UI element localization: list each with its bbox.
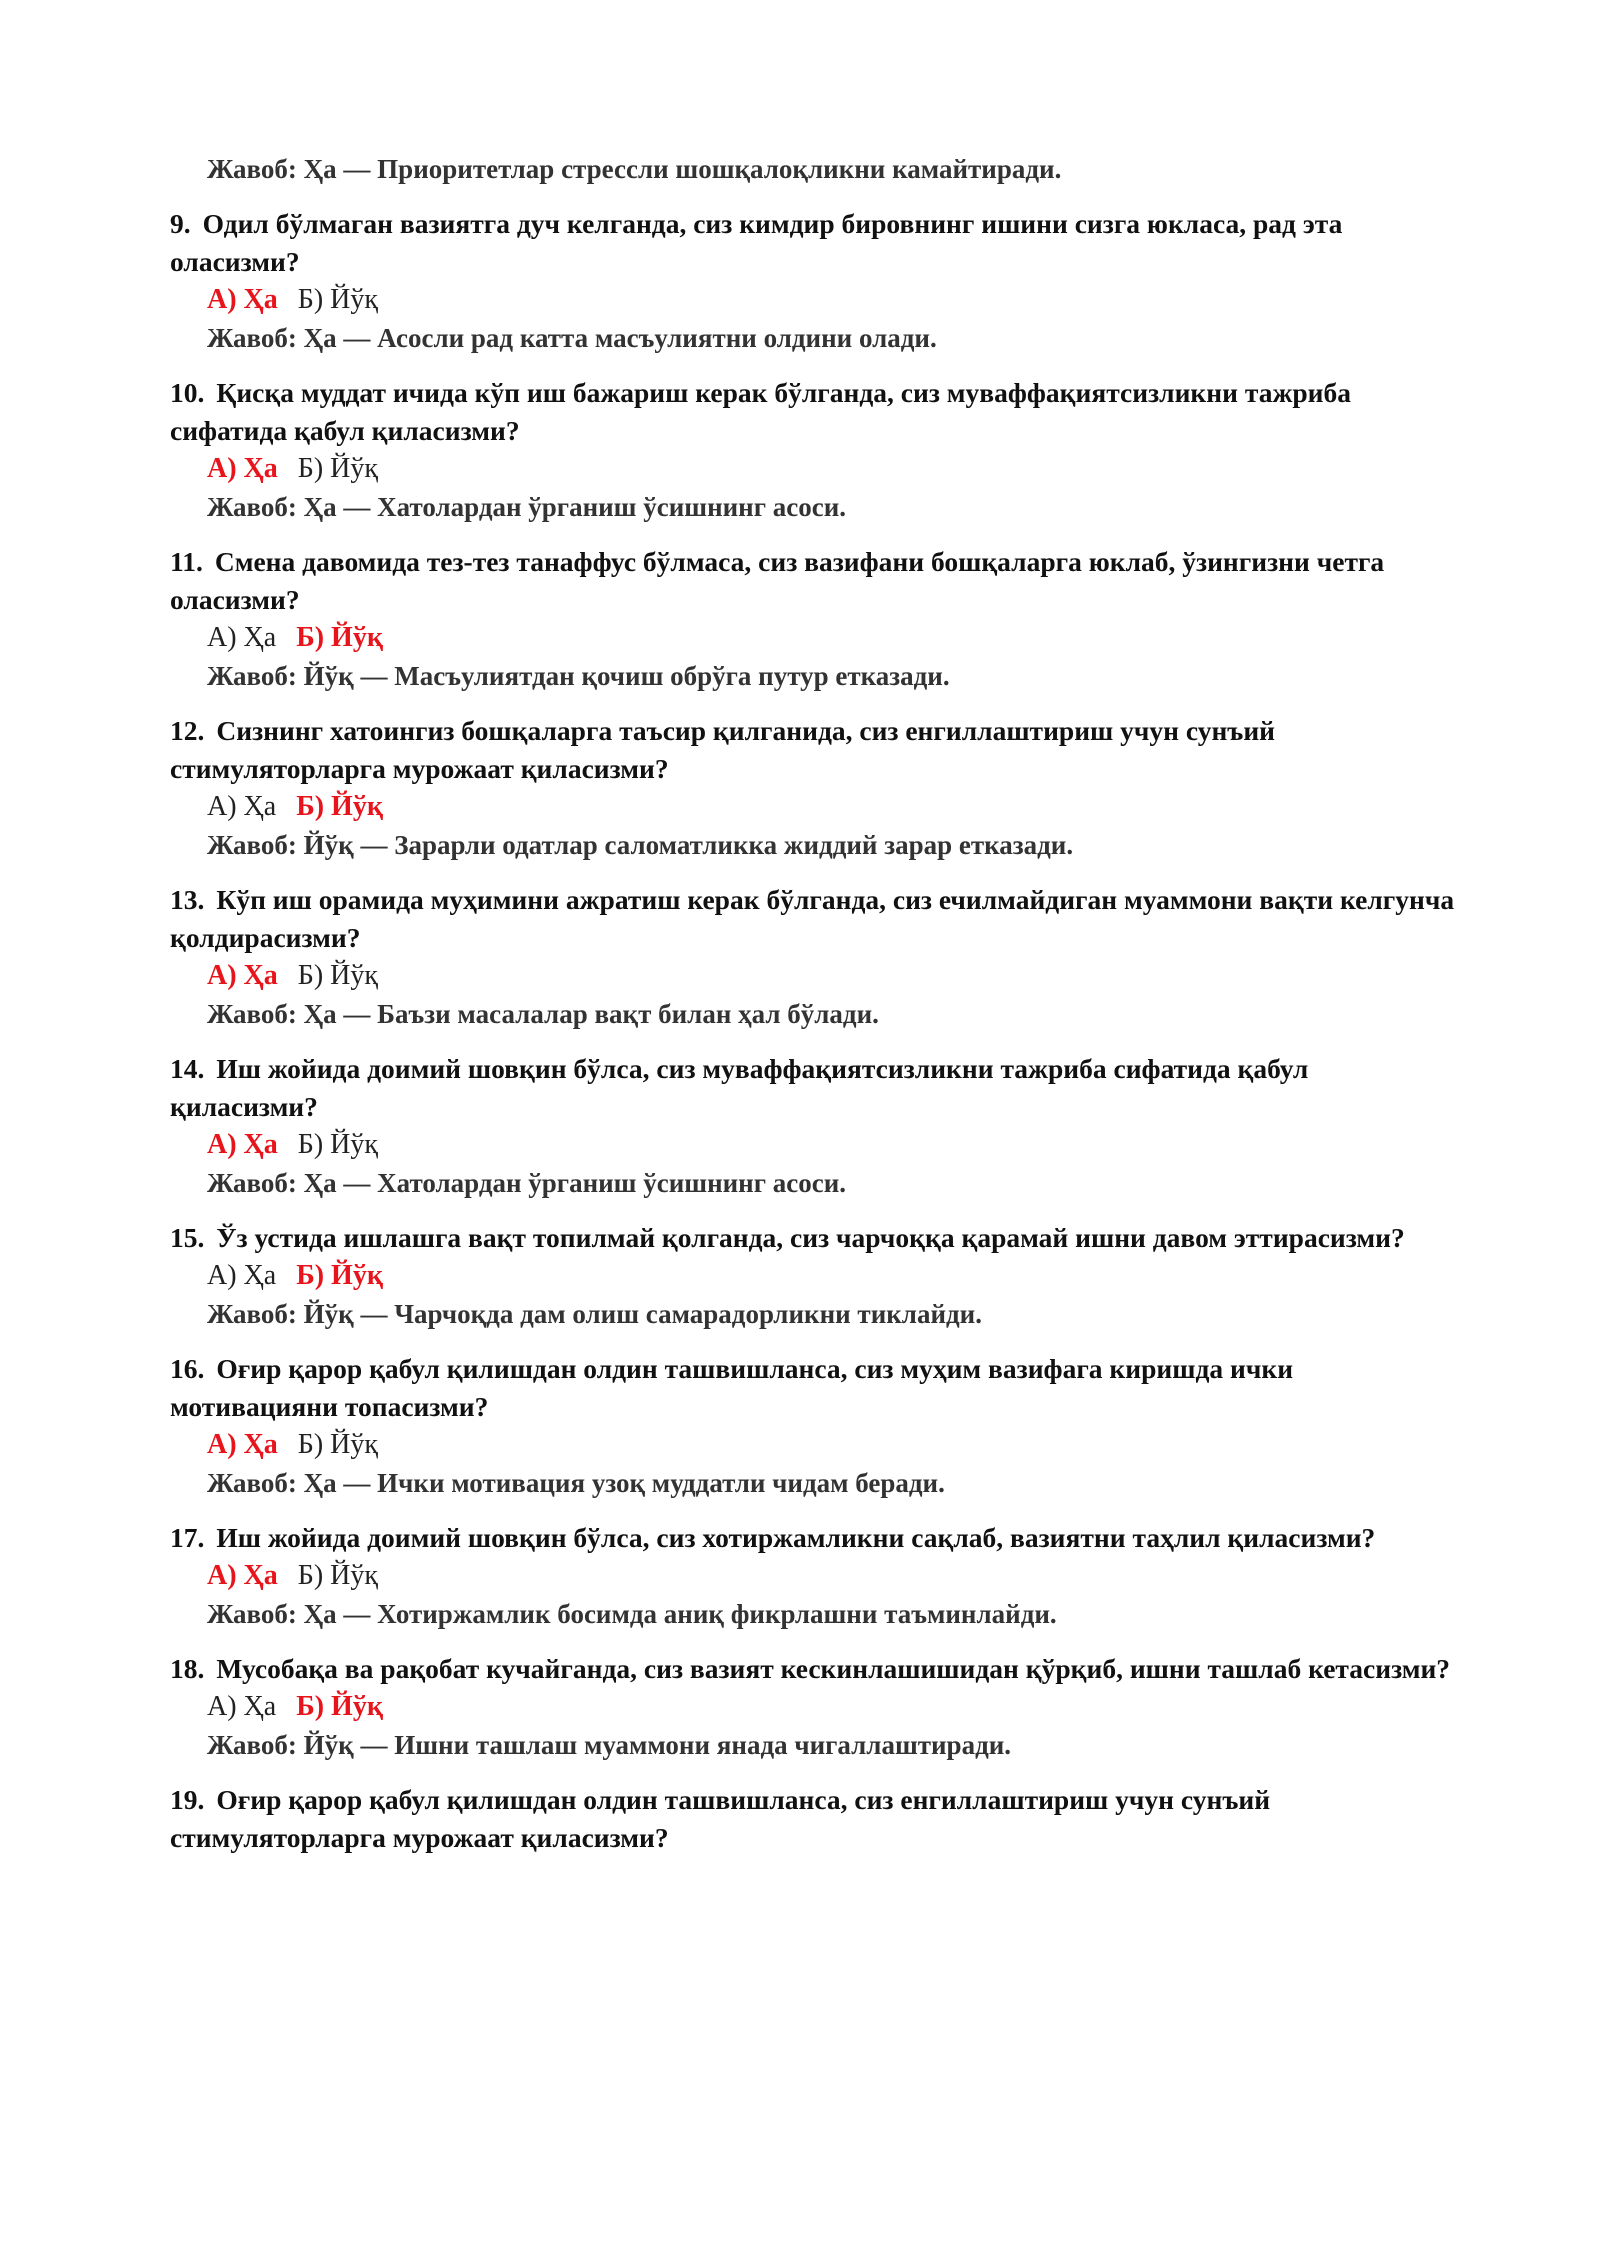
question-block [170, 1650, 1460, 1764]
answer-line [170, 1295, 1460, 1333]
question-number: 11. [170, 546, 203, 577]
answer-label: Жавоб: [207, 1299, 297, 1329]
answer-label: Жавоб: [207, 154, 297, 184]
question-block [170, 1350, 1460, 1502]
question-body: Смена давомида тез-тез танаффус бўлмаса, сиз вазифани бошқаларга юклаб, ўзингизни четга оласизми? [170, 546, 1385, 615]
answer-text: Ҳа — Асосли рад катта масъулиятни олдини олади. [303, 323, 937, 353]
question-number: 17. [170, 1522, 205, 1553]
option-a: А) Ҳа [207, 622, 277, 653]
question-body: Оғир қарор қабул қилишдан олдин ташвишланса, сиз муҳим вазифага киришда ички мотивацияни топасизми? [170, 1353, 1294, 1422]
question-body: Ўз устида ишлашга вақт топилмай қолганда, сиз чарчоққа қарамай ишни давом эттирасизми? [216, 1222, 1405, 1253]
option-a: А) Ҳа [207, 1691, 277, 1722]
answer-text: Йўқ — Ишни ташлаш муаммони янада чигаллаштиради. [303, 1730, 1012, 1760]
question-block [170, 543, 1460, 695]
question-body: Мусобақа ва рақобат кучайганда, сиз вазият кескинлашишидан қўрқиб, ишни ташлаб кетасизми? [216, 1653, 1451, 1684]
option-b: Б) Йўқ [296, 1691, 383, 1722]
answer-label: Жавоб: [207, 1468, 297, 1498]
question-number: 13. [170, 884, 205, 915]
question-number: 14. [170, 1053, 205, 1084]
question-block [170, 205, 1460, 357]
question-block [170, 712, 1460, 864]
question-text [170, 712, 1460, 788]
question-body: Сизнинг хатоингиз бошқаларга таъсир қилганида, сиз енгиллаштириш учун сунъий стимуляторларга мурожаат қиласизми? [170, 715, 1276, 784]
option-a: А) Ҳа [207, 791, 277, 822]
question-block [170, 1519, 1460, 1633]
answer-options [170, 281, 1460, 319]
answer-options [170, 1257, 1460, 1295]
answer-options [170, 1688, 1460, 1726]
answer-line [170, 488, 1460, 526]
answer-text: Ҳа — Баъзи масалалар вақт билан ҳал бўлади. [303, 999, 879, 1029]
answer-line [170, 995, 1460, 1033]
answer-line-8 [170, 150, 1460, 188]
answer-text: Ҳа — Ички мотивация узоқ муддатли чидам беради. [303, 1468, 945, 1498]
answer-options [170, 788, 1460, 826]
question-number: 15. [170, 1222, 205, 1253]
question-number: 18. [170, 1653, 205, 1684]
answer-text: Йўқ — Зарарли одатлар саломатликка жиддий зарар етказади. [303, 830, 1074, 860]
question-block [170, 1219, 1460, 1333]
option-a: А) Ҳа [207, 1560, 278, 1591]
question-list [170, 205, 1460, 1857]
answer-options [170, 619, 1460, 657]
question-block [170, 1781, 1460, 1857]
answer-options [170, 450, 1460, 488]
answer-text: Ҳа — Приоритетлар стрессли шошқалоқликни камайтиради. [303, 154, 1062, 184]
option-b: Б) Йўқ [296, 791, 383, 822]
answer-label: Жавоб: [207, 1599, 297, 1629]
question-text [170, 1350, 1460, 1426]
answer-label: Жавоб: [207, 323, 297, 353]
question-number: 19. [170, 1784, 205, 1815]
answer-text: Ҳа — Хотиржамлик босимда аниқ фикрлашни таъминлайди. [303, 1599, 1057, 1629]
question-text [170, 881, 1460, 957]
answer-label: Жавоб: [207, 830, 297, 860]
answer-line [170, 826, 1460, 864]
question-body: Иш жойида доимий шовқин бўлса, сиз хотиржамликни сақлаб, вазиятни таҳлил қиласизми? [216, 1522, 1376, 1553]
answer-options [170, 1126, 1460, 1164]
question-body: Иш жойида доимий шовқин бўлса, сиз муваффақиятсизликни тажриба сифатида қабул қиласизми? [170, 1053, 1309, 1122]
question-text [170, 374, 1460, 450]
option-a: А) Ҳа [207, 960, 278, 991]
answer-line [170, 1595, 1460, 1633]
question-body: Қисқа муддат ичида кўп иш бажариш керак бўлганда, сиз муваффақиятсизликни тажриба сифатида қабул қиласизми? [170, 377, 1352, 446]
option-b: Б) Йўқ [297, 960, 378, 991]
option-a: А) Ҳа [207, 1429, 278, 1460]
option-b: Б) Йўқ [297, 1429, 378, 1460]
option-a: А) Ҳа [207, 1129, 278, 1160]
option-b: Б) Йўқ [297, 1129, 378, 1160]
answer-options [170, 1557, 1460, 1595]
answer-text: Йўқ — Чарчоқда дам олиш самарадорликни тиклайди. [303, 1299, 982, 1329]
question-number: 10. [170, 377, 205, 408]
document-page [170, 150, 1460, 1874]
question-text [170, 1781, 1460, 1857]
answer-options [170, 1426, 1460, 1464]
option-b: Б) Йўқ [296, 1260, 383, 1291]
question-body: Оғир қарор қабул қилишдан олдин ташвишланса, сиз енгиллаштириш учун сунъий стимуляторларга мурожаат қиласизми? [170, 1784, 1271, 1853]
answer-label: Жавоб: [207, 999, 297, 1029]
answer-line [170, 1164, 1460, 1202]
question-text [170, 205, 1460, 281]
question-number: 9. [170, 208, 191, 239]
question-body: Одил бўлмаган вазиятга дуч келганда, сиз кимдир бировнинг ишини сизга юкласа, рад эта оласизми? [170, 208, 1343, 277]
option-b: Б) Йўқ [296, 622, 383, 653]
answer-text: Йўқ — Масъулиятдан қочиш обрўга путур етказади. [303, 661, 950, 691]
question-block [170, 374, 1460, 526]
question-text [170, 1519, 1460, 1557]
option-b: Б) Йўқ [297, 1560, 378, 1591]
question-block [170, 1050, 1460, 1202]
question-number: 12. [170, 715, 205, 746]
answer-text: Ҳа — Хатолардан ўрганиш ўсишнинг асоси. [303, 492, 847, 522]
question-text [170, 1050, 1460, 1126]
question-text [170, 1219, 1460, 1257]
option-b: Б) Йўқ [297, 453, 378, 484]
option-a: А) Ҳа [207, 453, 278, 484]
answer-line [170, 657, 1460, 695]
answer-label: Жавоб: [207, 1730, 297, 1760]
question-number: 16. [170, 1353, 205, 1384]
question-text [170, 543, 1460, 619]
answer-line [170, 1464, 1460, 1502]
question-body: Кўп иш орамида муҳимини ажратиш керак бўлганда, сиз ечилмайдиган муаммони вақти келгунча қолдирасизми? [170, 884, 1455, 953]
question-text [170, 1650, 1460, 1688]
answer-label: Жавоб: [207, 1168, 297, 1198]
option-b: Б) Йўқ [297, 284, 378, 315]
question-block [170, 881, 1460, 1033]
answer-label: Жавоб: [207, 661, 297, 691]
option-a: А) Ҳа [207, 1260, 277, 1291]
answer-line [170, 319, 1460, 357]
answer-line [170, 1726, 1460, 1764]
answer-text: Ҳа — Хатолардан ўрганиш ўсишнинг асоси. [303, 1168, 847, 1198]
option-a: А) Ҳа [207, 284, 278, 315]
answer-label: Жавоб: [207, 492, 297, 522]
answer-options [170, 957, 1460, 995]
